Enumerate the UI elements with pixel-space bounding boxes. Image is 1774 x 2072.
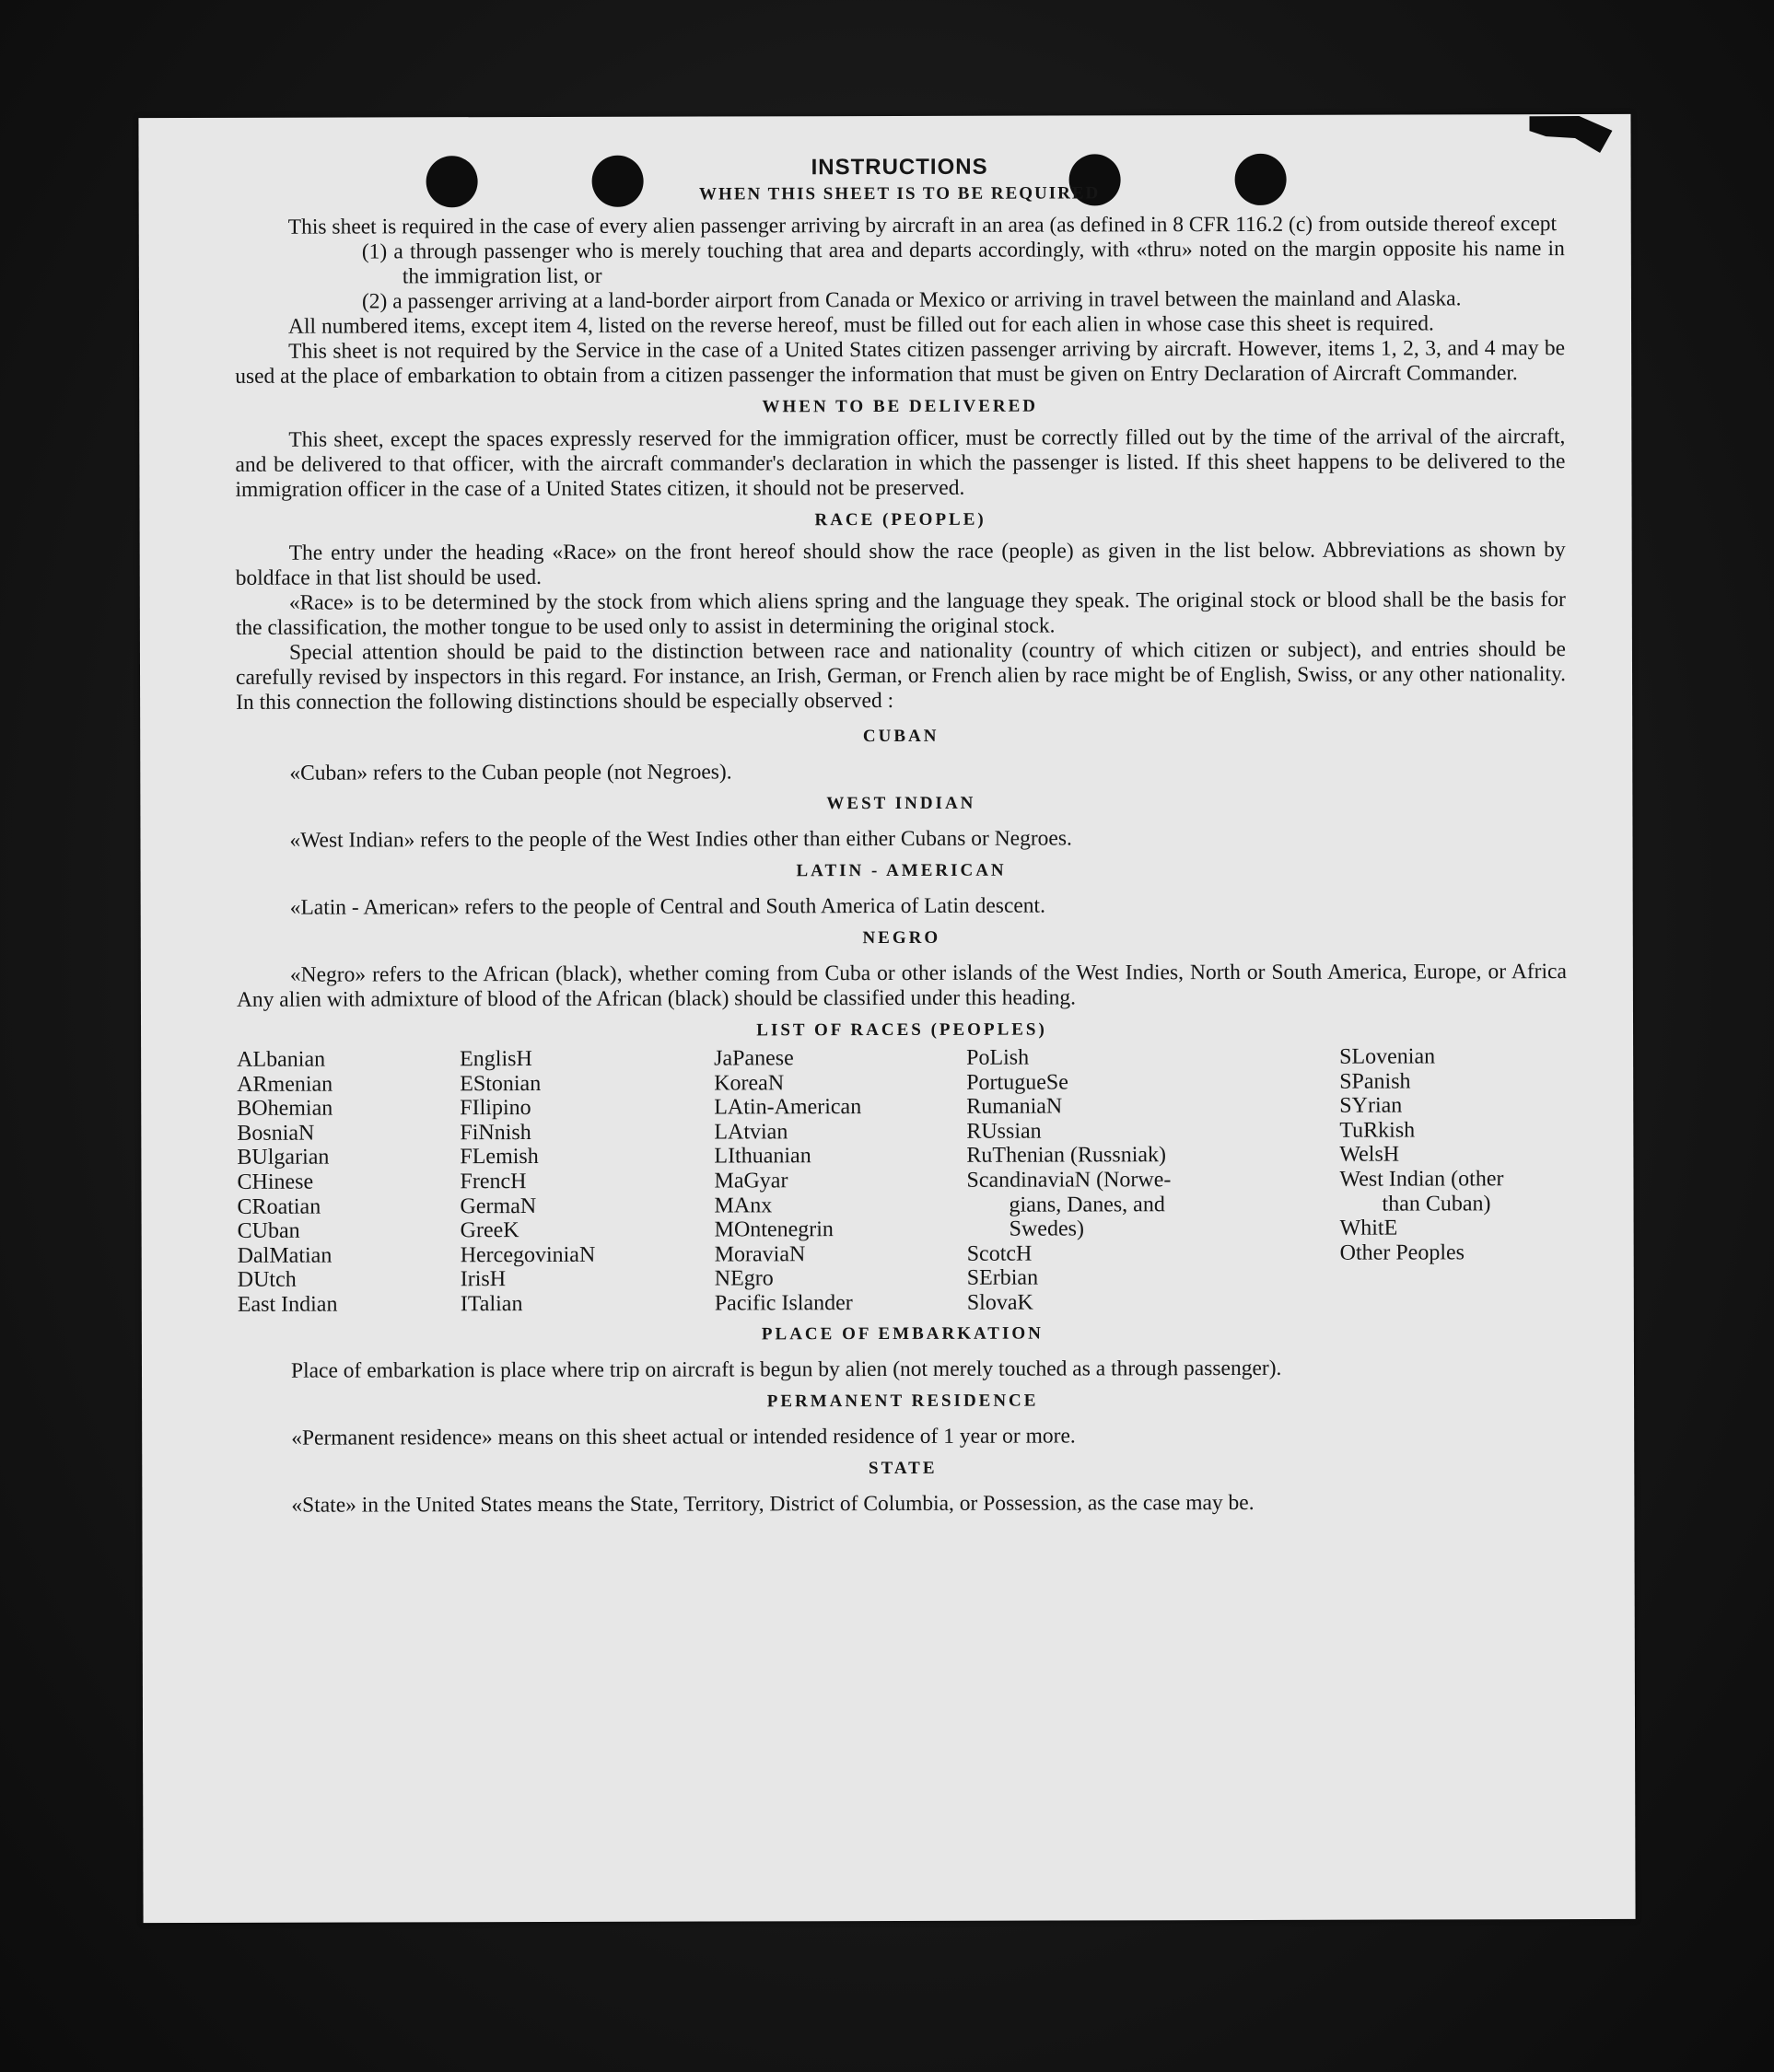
race-item: KoreaN bbox=[714, 1070, 785, 1096]
race-item: PortugueSe bbox=[966, 1070, 1068, 1095]
when-required-intro: This sheet is required in the case of every alien passenger arriving by aircraft in an area (as defined in 8 CFR 116.2 (c) from outside thereof except bbox=[287, 212, 1558, 239]
corner-tear-mark bbox=[1529, 116, 1612, 153]
race-item: RuThenian (Russniak) bbox=[966, 1143, 1167, 1169]
race-item: CUban bbox=[237, 1218, 300, 1244]
race-item: JaPanese bbox=[714, 1046, 794, 1071]
race-item: West Indian (other bbox=[1339, 1167, 1504, 1192]
heading-latin-american: LATIN - AMERICAN bbox=[796, 860, 1007, 881]
race-item: LAtin-American bbox=[714, 1095, 862, 1120]
race-para1: The entry under the heading «Race» on the front hereof should show the race (people) as given in the list below. Abbreviations as shown by boldface in that list should be used. bbox=[235, 538, 1566, 590]
race-item: WhitE bbox=[1339, 1216, 1398, 1240]
race-item: Pacific Islander bbox=[714, 1291, 853, 1316]
race-item: EnglisH bbox=[460, 1047, 532, 1072]
race-item: FrencH bbox=[460, 1169, 527, 1194]
race-item: GermaN bbox=[460, 1193, 537, 1218]
race-item: PoLish bbox=[966, 1045, 1030, 1070]
race-item: MOntenegrin bbox=[714, 1217, 834, 1242]
race-item: MoraviaN bbox=[714, 1241, 806, 1267]
race-item: EStonian bbox=[460, 1071, 542, 1096]
race-item: FiNnish bbox=[460, 1120, 531, 1145]
race-column-2 bbox=[460, 1047, 595, 1317]
race-item: MAnx bbox=[714, 1193, 773, 1218]
heading-embarkation: PLACE OF EMBARKATION bbox=[761, 1323, 1044, 1344]
exception-item-2: (2) a passenger arriving at a land-border airport from Canada or Mexico or arriving in travel between the mainland and Alaska. bbox=[361, 286, 1462, 314]
race-item: SPanish bbox=[1339, 1069, 1411, 1094]
west-indian-text: «West Indian» refers to the people of the West Indies other than either Cubans or Negroes. bbox=[289, 826, 1072, 853]
race-item: NEgro bbox=[714, 1266, 774, 1291]
race-item: CRoatian bbox=[237, 1194, 321, 1219]
heading-negro: NEGRO bbox=[862, 927, 941, 949]
exception-item-1: (1) a through passenger who is merely touching that area and departs accordingly, with «thru» noted on the margin opposite his name in the immigration list, or bbox=[361, 237, 1565, 289]
when-required-para2: All numbered items, except item 4, listed on the reverse hereof, must be filled out for each alien in whose case this sheet is required. bbox=[287, 311, 1434, 339]
heading-west-indian: WEST INDIAN bbox=[826, 793, 976, 814]
race-item: IrisH bbox=[460, 1267, 507, 1292]
race-item: SlovaK bbox=[966, 1290, 1033, 1315]
race-item: LIthuanian bbox=[714, 1144, 811, 1169]
race-item-continued: gians, Danes, and bbox=[1009, 1192, 1165, 1217]
race-para2: «Race» is to be determined by the stock from which aliens spring and the language they speak. The original stock or blood shall be the basis for the classification, the mother tongue to be used only to assist in determining the original stock. bbox=[235, 588, 1566, 640]
race-item: MaGyar bbox=[714, 1169, 788, 1193]
race-item: ITalian bbox=[460, 1291, 523, 1317]
heading-state: STATE bbox=[869, 1458, 938, 1479]
race-item: SLovenian bbox=[1339, 1044, 1436, 1069]
heading-race: RACE (PEOPLE) bbox=[814, 509, 986, 530]
race-column-5 bbox=[1339, 1044, 1504, 1265]
race-item: ARmenian bbox=[237, 1072, 333, 1097]
negro-text: «Negro» refers to the African (black), whether coming from Cuba or other islands of the West Indies, North or South America, Europe, or Africa Any alien with admixture of blood of the African (black) should be classified under this heading. bbox=[236, 960, 1567, 1012]
document-page bbox=[138, 114, 1635, 1923]
race-item: SErbian bbox=[966, 1265, 1039, 1291]
heading-list-of-races: LIST OF RACES (PEOPLES) bbox=[756, 1019, 1047, 1041]
race-item: GreeK bbox=[460, 1218, 519, 1243]
residence-text: «Permanent residence» means on this sheet actual or intended residence of 1 year or more. bbox=[291, 1424, 1076, 1450]
heading-permanent-residence: PERMANENT RESIDENCE bbox=[766, 1391, 1039, 1412]
cuban-text: «Cuban» refers to the Cuban people (not Negroes). bbox=[289, 760, 732, 786]
latin-american-text: «Latin - American» refers to the people of Central and South America of Latin descent. bbox=[289, 893, 1045, 920]
race-item: East Indian bbox=[237, 1292, 338, 1317]
embarkation-text: Place of embarkation is place where trip on aircraft is begun by alien (not merely touched as a through passenger). bbox=[290, 1356, 1282, 1383]
race-item: WelsH bbox=[1339, 1142, 1400, 1168]
when-delivered-text: This sheet, except the spaces expressly reserved for the immigration officer, must be correctly filled out by the time of the arrival of the aircraft, and be delivered to that officer, with the aircraft commander's declaration in which the passenger is listed. If this sheet happens to be delivered to the immigration officer in the case of a United States citizen, it should not be preserved. bbox=[235, 425, 1566, 502]
race-item: TuRkish bbox=[1339, 1118, 1416, 1143]
race-list bbox=[237, 1044, 1568, 1324]
race-item: Other Peoples bbox=[1339, 1240, 1465, 1265]
race-item: LAtvian bbox=[714, 1120, 788, 1145]
when-required-para3: This sheet is not required by the Service in the case of a United States citizen passenger arriving by aircraft. However, items 1, 2, 3, and 4 may be used at the place of embarkation to obtain from a citizen passenger the information that must be given on Entry Declaration of Aircraft Commander. bbox=[235, 336, 1566, 389]
race-para3: Special attention should be paid to the distinction between race and nationality (country of which citizen or subject), and entries should be carefully revised by inspectors in this regard. For instance, an Irish, German, or French alien by race might be of English, Swiss, or any other nationality. In this connection the following distinctions should be especially observed : bbox=[235, 637, 1567, 715]
state-text: «State» in the United States means the State, Territory, District of Columbia, or Possession, as the case may be. bbox=[291, 1490, 1255, 1518]
race-item: HercegoviniaN bbox=[460, 1242, 596, 1267]
race-item: BosniaN bbox=[237, 1121, 315, 1146]
race-item: CHinese bbox=[237, 1170, 314, 1194]
race-item: RUssian bbox=[966, 1119, 1042, 1144]
race-column-1 bbox=[237, 1048, 337, 1318]
heading-when-delivered: WHEN TO BE DELIVERED bbox=[762, 396, 1039, 417]
race-column-4 bbox=[966, 1045, 1172, 1315]
race-item: ScotcH bbox=[966, 1241, 1033, 1266]
instructions-content bbox=[235, 151, 1569, 1519]
race-item: BOhemian bbox=[237, 1096, 333, 1122]
race-column-3 bbox=[714, 1046, 862, 1316]
race-item: FLemish bbox=[460, 1145, 539, 1170]
race-item: SYrian bbox=[1339, 1093, 1403, 1118]
race-item: BUlgarian bbox=[237, 1145, 330, 1170]
heading-cuban: CUBAN bbox=[862, 726, 940, 747]
race-item: ScandinaviaN (Norwe- bbox=[966, 1168, 1172, 1193]
heading-when-required: WHEN THIS SHEET IS TO BE REQUIRED bbox=[699, 183, 1101, 204]
race-item: ALbanian bbox=[237, 1047, 326, 1072]
race-item: RumaniaN bbox=[966, 1094, 1063, 1119]
race-item: FIlipino bbox=[460, 1096, 531, 1121]
race-item-continued: Swedes) bbox=[1009, 1216, 1084, 1241]
race-item-continued: than Cuban) bbox=[1382, 1191, 1491, 1216]
race-item: DUtch bbox=[237, 1268, 297, 1293]
race-item: DalMatian bbox=[237, 1243, 333, 1268]
page-title: INSTRUCTIONS bbox=[811, 154, 988, 180]
